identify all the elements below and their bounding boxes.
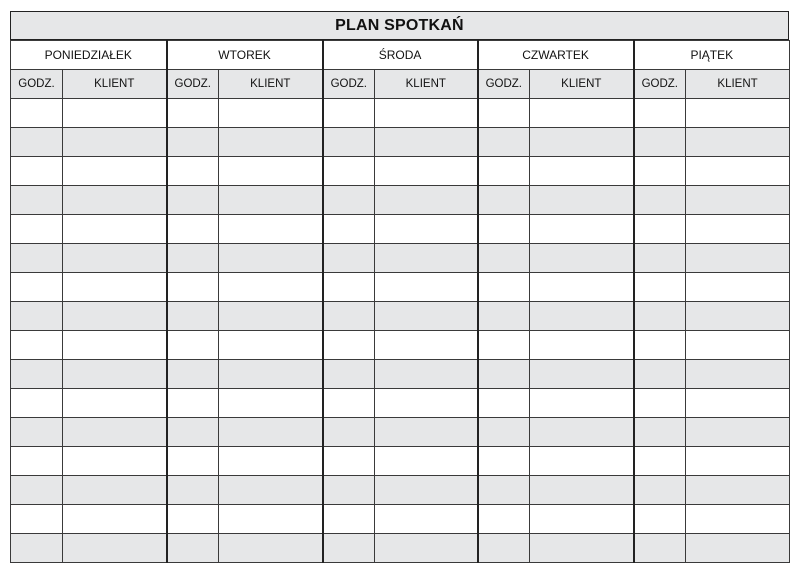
appointment-row [11,215,790,244]
client-cell[interactable] [219,476,323,505]
client-cell[interactable] [219,389,323,418]
appointment-row [11,273,790,302]
hour-cell[interactable] [323,418,375,447]
client-cell[interactable] [219,360,323,389]
hour-cell[interactable] [167,418,219,447]
client-cell[interactable] [63,128,167,157]
client-cell[interactable] [375,476,478,505]
client-cell[interactable] [530,128,634,157]
hour-cell[interactable] [11,157,63,186]
day-header-tuesday: WTOREK [167,41,323,70]
client-cell[interactable] [219,99,323,128]
client-cell[interactable] [686,215,790,244]
hour-cell[interactable] [634,128,686,157]
hour-cell[interactable] [11,360,63,389]
appointment-row [11,447,790,476]
hour-cell[interactable] [478,418,530,447]
hour-cell[interactable] [478,302,530,331]
client-column-header: KLIENT [686,70,790,99]
client-cell[interactable] [375,505,478,534]
day-header-monday: PONIEDZIAŁEK [11,41,167,70]
client-column-header: KLIENT [219,70,323,99]
hour-cell[interactable] [634,186,686,215]
client-cell[interactable] [375,534,478,563]
hour-cell[interactable] [167,186,219,215]
hour-cell[interactable] [634,302,686,331]
client-cell[interactable] [63,215,167,244]
appointment-row [11,360,790,389]
hour-cell[interactable] [11,389,63,418]
hour-cell[interactable] [167,447,219,476]
hour-cell[interactable] [167,302,219,331]
client-cell[interactable] [219,447,323,476]
client-cell[interactable] [375,302,478,331]
hour-cell[interactable] [323,389,375,418]
client-cell[interactable] [219,302,323,331]
hour-cell[interactable] [478,505,530,534]
client-cell[interactable] [219,273,323,302]
hour-cell[interactable] [167,505,219,534]
hour-cell[interactable] [634,505,686,534]
client-cell[interactable] [530,302,634,331]
hour-cell[interactable] [11,244,63,273]
appointment-row [11,244,790,273]
client-cell[interactable] [686,534,790,563]
day-header-wednesday: ŚRODA [323,41,478,70]
client-cell[interactable] [530,331,634,360]
hour-column-header: GODZ. [634,70,686,99]
day-header-row [11,41,790,70]
hour-cell[interactable] [323,157,375,186]
hour-cell[interactable] [478,534,530,563]
client-cell[interactable] [530,476,634,505]
client-cell[interactable] [686,157,790,186]
hour-cell[interactable] [634,389,686,418]
client-cell[interactable] [530,186,634,215]
client-cell[interactable] [219,331,323,360]
hour-cell[interactable] [478,157,530,186]
client-cell[interactable] [63,534,167,563]
client-cell[interactable] [219,128,323,157]
hour-cell[interactable] [478,360,530,389]
client-cell[interactable] [375,273,478,302]
hour-cell[interactable] [634,360,686,389]
hour-cell[interactable] [634,273,686,302]
hour-column-header: GODZ. [323,70,375,99]
client-cell[interactable] [375,331,478,360]
hour-cell[interactable] [634,418,686,447]
client-cell[interactable] [530,534,634,563]
hour-cell[interactable] [634,215,686,244]
hour-column-header: GODZ. [478,70,530,99]
hour-cell[interactable] [323,244,375,273]
hour-column-header: GODZ. [167,70,219,99]
client-cell[interactable] [375,360,478,389]
hour-cell[interactable] [634,244,686,273]
client-cell[interactable] [63,418,167,447]
appointment-row [11,331,790,360]
hour-cell[interactable] [167,128,219,157]
hour-cell[interactable] [11,447,63,476]
hour-cell[interactable] [478,215,530,244]
client-cell[interactable] [375,215,478,244]
hour-cell[interactable] [478,447,530,476]
hour-cell[interactable] [634,447,686,476]
client-cell[interactable] [530,389,634,418]
hour-cell[interactable] [167,534,219,563]
hour-cell[interactable] [11,99,63,128]
client-cell[interactable] [686,447,790,476]
appointment-row [11,389,790,418]
client-cell[interactable] [63,505,167,534]
client-column-header: KLIENT [375,70,478,99]
hour-cell[interactable] [323,302,375,331]
appointment-row [11,534,790,563]
client-cell[interactable] [375,244,478,273]
planner-grid [10,40,790,563]
hour-cell[interactable] [11,128,63,157]
client-cell[interactable] [219,244,323,273]
hour-cell[interactable] [634,534,686,563]
planner-title: PLAN SPOTKAŃ [10,11,789,40]
hour-cell[interactable] [167,244,219,273]
client-column-header: KLIENT [530,70,634,99]
hour-cell[interactable] [11,302,63,331]
client-cell[interactable] [63,331,167,360]
client-cell[interactable] [63,476,167,505]
hour-cell[interactable] [167,476,219,505]
hour-cell[interactable] [167,389,219,418]
client-cell[interactable] [375,418,478,447]
appointment-row [11,99,790,128]
hour-cell[interactable] [11,418,63,447]
client-cell[interactable] [63,447,167,476]
hour-cell[interactable] [11,331,63,360]
client-cell[interactable] [530,215,634,244]
client-cell[interactable] [686,360,790,389]
hour-cell[interactable] [478,476,530,505]
client-cell[interactable] [686,99,790,128]
hour-cell[interactable] [167,215,219,244]
client-cell[interactable] [375,157,478,186]
hour-cell[interactable] [634,331,686,360]
client-cell[interactable] [375,99,478,128]
appointment-row [11,128,790,157]
hour-cell[interactable] [478,186,530,215]
client-cell[interactable] [219,186,323,215]
hour-cell[interactable] [323,476,375,505]
client-cell[interactable] [63,186,167,215]
client-cell[interactable] [63,99,167,128]
meeting-planner-sheet [10,11,789,560]
client-cell[interactable] [219,534,323,563]
client-cell[interactable] [375,128,478,157]
client-cell[interactable] [375,447,478,476]
client-cell[interactable] [219,157,323,186]
client-cell[interactable] [686,273,790,302]
client-cell[interactable] [63,389,167,418]
hour-cell[interactable] [323,186,375,215]
column-header-row [11,70,790,99]
hour-cell[interactable] [478,244,530,273]
hour-cell[interactable] [167,331,219,360]
client-cell[interactable] [686,331,790,360]
appointment-row [11,186,790,215]
client-cell[interactable] [530,447,634,476]
client-cell[interactable] [530,360,634,389]
hour-cell[interactable] [11,476,63,505]
hour-cell[interactable] [11,273,63,302]
hour-cell[interactable] [323,534,375,563]
client-cell[interactable] [63,273,167,302]
day-header-friday: PIĄTEK [634,41,790,70]
client-cell[interactable] [530,505,634,534]
client-cell[interactable] [63,360,167,389]
hour-cell[interactable] [11,505,63,534]
hour-cell[interactable] [167,157,219,186]
client-cell[interactable] [219,418,323,447]
hour-cell[interactable] [323,273,375,302]
appointment-row [11,302,790,331]
hour-cell[interactable] [323,447,375,476]
day-header-thursday: CZWARTEK [478,41,634,70]
client-cell[interactable] [686,476,790,505]
client-column-header: KLIENT [63,70,167,99]
client-cell[interactable] [530,418,634,447]
client-cell[interactable] [530,273,634,302]
appointment-row [11,418,790,447]
appointment-row [11,157,790,186]
hour-cell[interactable] [478,331,530,360]
client-cell[interactable] [686,244,790,273]
hour-cell[interactable] [167,99,219,128]
hour-cell[interactable] [478,389,530,418]
hour-cell[interactable] [323,99,375,128]
client-cell[interactable] [219,505,323,534]
hour-cell[interactable] [634,99,686,128]
hour-cell[interactable] [478,273,530,302]
hour-cell[interactable] [323,505,375,534]
client-cell[interactable] [375,389,478,418]
hour-cell[interactable] [11,534,63,563]
hour-cell[interactable] [167,360,219,389]
hour-cell[interactable] [11,215,63,244]
appointment-row [11,476,790,505]
hour-cell[interactable] [478,99,530,128]
hour-cell[interactable] [323,215,375,244]
client-cell[interactable] [686,418,790,447]
client-cell[interactable] [686,389,790,418]
hour-cell[interactable] [478,128,530,157]
client-cell[interactable] [530,99,634,128]
client-cell[interactable] [530,157,634,186]
client-cell[interactable] [530,244,634,273]
client-cell[interactable] [375,186,478,215]
client-cell[interactable] [686,128,790,157]
hour-cell[interactable] [323,331,375,360]
client-cell[interactable] [686,302,790,331]
client-cell[interactable] [686,186,790,215]
client-cell[interactable] [63,244,167,273]
client-cell[interactable] [219,215,323,244]
client-cell[interactable] [63,157,167,186]
appointment-row [11,505,790,534]
hour-cell[interactable] [167,273,219,302]
hour-cell[interactable] [11,186,63,215]
hour-column-header: GODZ. [11,70,63,99]
client-cell[interactable] [686,505,790,534]
hour-cell[interactable] [323,128,375,157]
hour-cell[interactable] [634,157,686,186]
hour-cell[interactable] [323,360,375,389]
client-cell[interactable] [63,302,167,331]
hour-cell[interactable] [634,476,686,505]
